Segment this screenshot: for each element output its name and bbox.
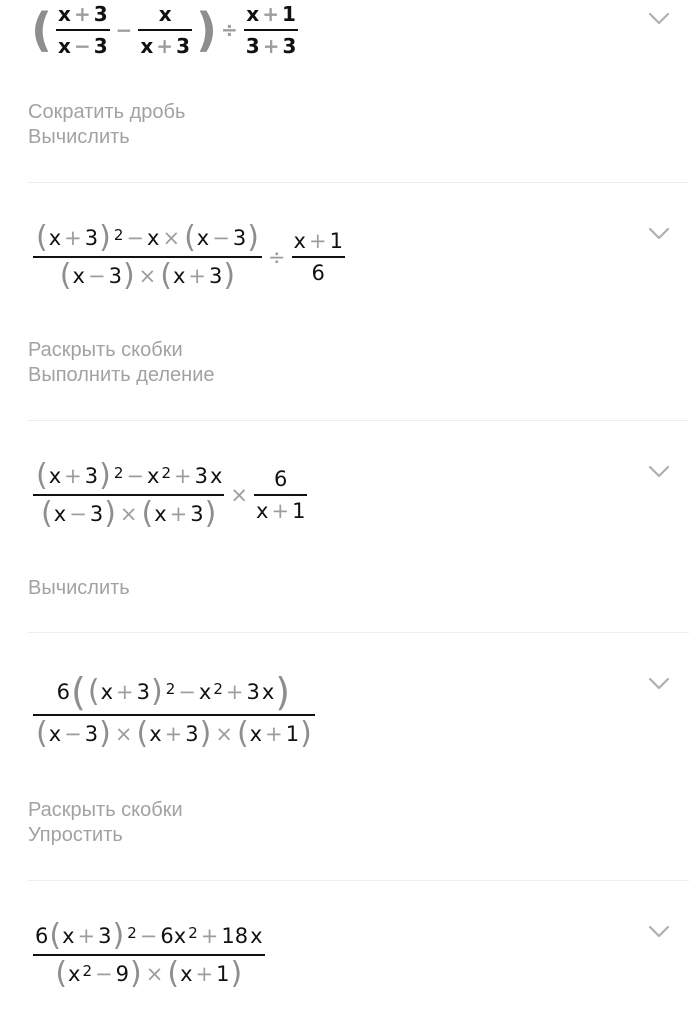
term: 3 xyxy=(176,34,190,58)
fraction: 6 ( ( x + 3 ) $^2$ − x $^2$ + 3 x ) ( x − 3 ) × ( x + 3 ) × ( x + 1 ) xyxy=(33,673,315,749)
chevron-down-icon[interactable] xyxy=(647,671,671,695)
term: x xyxy=(158,2,172,26)
chevron-down-icon[interactable] xyxy=(647,6,671,30)
step-hints xyxy=(28,798,183,848)
step-1-expression xyxy=(30,2,301,58)
term: 3 xyxy=(93,34,108,58)
step-hints xyxy=(28,100,185,150)
left-paren: ( xyxy=(31,3,53,57)
step-5-expression xyxy=(30,918,268,991)
term: x xyxy=(58,34,71,58)
hint-calculate[interactable]: Вычислить xyxy=(28,577,130,599)
hint-expand-brackets[interactable]: Раскрыть скобки xyxy=(28,799,183,821)
step-1 xyxy=(0,0,689,183)
hint-expand-brackets[interactable]: Раскрыть скобки xyxy=(28,339,183,361)
term: 3 xyxy=(93,2,108,26)
hint-calculate[interactable]: Вычислить xyxy=(28,126,130,148)
fraction: x + 3 x − 3 xyxy=(58,2,108,58)
operator: − xyxy=(115,18,133,42)
step-2 xyxy=(0,183,689,421)
fraction: x + 1 6 xyxy=(293,229,343,285)
chevron-down-icon[interactable] xyxy=(647,459,671,483)
fraction: 6 ( x + 3 ) $^2$ − 6 x $^2$ + 18 x ( x $^2$ − 9 ) × ( x + 1 ) xyxy=(35,918,263,991)
term: 3 xyxy=(282,34,297,58)
term: x xyxy=(140,34,154,58)
step-3 xyxy=(0,421,689,633)
term: x xyxy=(246,2,260,26)
step-2-expression xyxy=(30,220,348,293)
right-paren: ) xyxy=(195,3,218,57)
step-hints xyxy=(28,576,130,601)
fraction: x + 1 3 + 3 xyxy=(245,2,297,58)
fraction: ( x + 3 ) $^2$ − x $^2$ + 3 x ( x − 3 ) × ( x + 3 ) xyxy=(33,461,224,529)
step-hints xyxy=(28,338,215,388)
operator: ÷ xyxy=(221,18,238,42)
step-3-expression xyxy=(30,458,310,531)
term: 1 xyxy=(281,2,296,26)
chevron-down-icon[interactable] xyxy=(647,919,671,943)
step-4-expression xyxy=(30,670,318,751)
fraction: x x + 3 xyxy=(140,2,190,58)
hint-reduce-fraction[interactable]: Сократить дробь xyxy=(28,101,186,123)
operator: ÷ xyxy=(267,245,286,269)
step-5 xyxy=(0,881,689,1035)
step-4 xyxy=(0,633,689,881)
term: x xyxy=(58,2,71,26)
term: 3 xyxy=(245,34,260,58)
fraction: 6 x + 1 xyxy=(256,467,306,523)
hint-simplify[interactable]: Упростить xyxy=(28,824,123,846)
operator: × xyxy=(230,483,249,507)
chevron-down-icon[interactable] xyxy=(647,221,671,245)
hint-do-division[interactable]: Выполнить деление xyxy=(28,364,215,386)
fraction: ( x + 3 ) $^2$ − x × ( x − 3 ) ( x − 3 ) × ( x + 3 ) xyxy=(33,223,262,291)
